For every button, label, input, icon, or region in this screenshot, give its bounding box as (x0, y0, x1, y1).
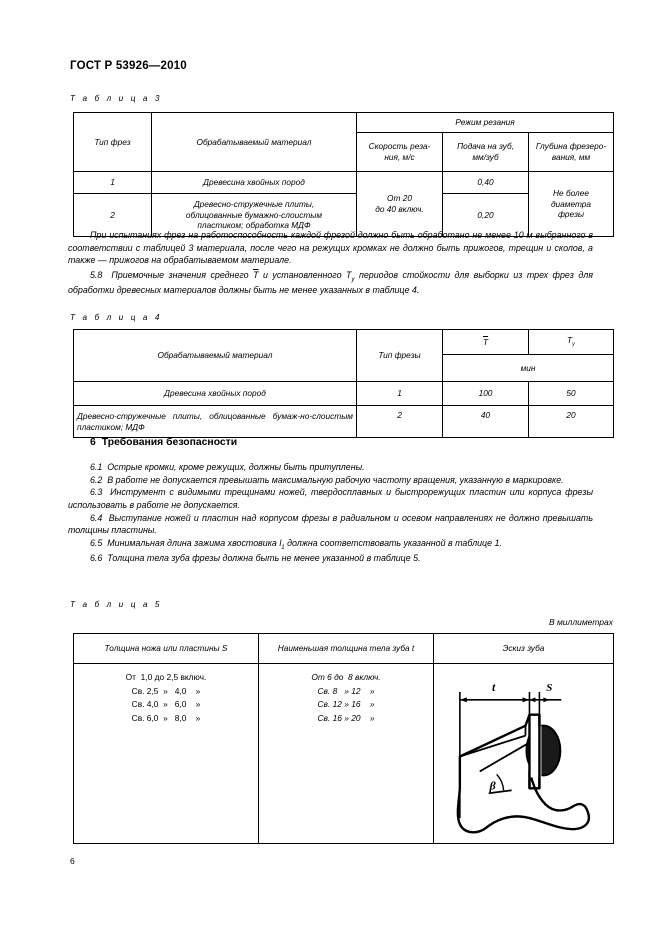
clause-6-5 (68, 537, 593, 552)
table3-header-depth: Глубина фрезеро- вания, мм (529, 133, 614, 172)
clause-6-2-number: 6.2 (90, 474, 103, 485)
symbol-l1: l (279, 537, 282, 548)
symbol-set-T-subscript: у (351, 276, 355, 283)
table4-cell-mean-T: 40 (443, 406, 529, 438)
sketch-beta-angle (480, 743, 530, 794)
table5-units-note-wrap (70, 617, 613, 627)
table5-col1-line: От 1,0 до 2,5 включ. (125, 672, 207, 682)
table3-cell-type: 2 (74, 194, 152, 237)
table3-cell-feed: 0,40 (443, 172, 529, 194)
table3-header-row-1 (74, 113, 614, 133)
clause-6-1 (68, 461, 593, 474)
clause-6-1-number: 6.1 (90, 462, 103, 472)
table3-row (74, 172, 614, 194)
sketch-insert-ellipse (526, 715, 560, 789)
table4-cell-type: 2 (357, 406, 443, 438)
table5-col2-line: Св. 12 » 16 » (317, 699, 375, 710)
clause-5-8-text-2: и установленного (258, 269, 347, 280)
symbol-set-T-subscript: у (572, 341, 575, 348)
table3-cell-material: Древесно-стружечные плиты, облицованные бумажно-слоистым пластиком; обработка МДФ (152, 194, 357, 237)
table3-cell-material: Древесина хвойных пород (152, 172, 357, 194)
table4-row (74, 382, 614, 406)
section-6-block (68, 437, 593, 565)
table4-header-units: мин (443, 355, 614, 382)
table5-container (73, 633, 613, 844)
table3-header-mode-group: Режим резания (357, 113, 614, 133)
table4-header-set-T (529, 330, 614, 355)
table5-units-note: В миллиметрах (548, 617, 613, 627)
table4-caption-wrap (70, 313, 613, 322)
table3 (73, 112, 614, 237)
table5-header-min-tooth-t: Наименьшая толщина тела зуба t (259, 634, 434, 664)
paragraph-block-after-table3 (68, 229, 593, 297)
para-test-requirements-text: При испытаниях фрез на работоспособность каждой фрезой должно быть обработано не менее 10 м выбранного в соответствии с таблицей 3 материала, после чего на режущих кромках не должно быть прижогов, трещин и сколов, а также — прижогов на обрабатываемом материале. (68, 230, 593, 266)
symbol-l1-subscript: 1 (281, 544, 285, 551)
table3-caption-wrap (70, 94, 613, 103)
table4 (73, 329, 614, 438)
sketch-label-s: S (546, 681, 553, 694)
clause-6-1-text: Острые кромки, кроме режущих, должны быть притуплены. (107, 462, 365, 472)
clause-6-4 (68, 512, 593, 537)
section-6-heading (90, 437, 593, 448)
table3-header-speed: Скорость реза- ния, м/с (357, 133, 443, 172)
clause-6-4-number: 6.4 (90, 512, 103, 523)
symbol-mean-T: $\overline{T}$ (253, 269, 259, 280)
clause-5-8 (68, 269, 593, 297)
clause-5-8-text-1: Приемочные значения среднего (111, 269, 254, 280)
table3-cell-speed: От 20 до 40 включ. (357, 172, 443, 237)
table5-col1-line: Св. 2,5 » 4,0 » (131, 685, 201, 696)
symbol-set-T: T (346, 269, 352, 280)
table4-cell-mean-T: 100 (443, 382, 529, 406)
clause-5-8-text-3: периодов стойкости для выборки из трех фрез для обработки древесных материалов должны быть не менее указанных в таблице 4. (68, 269, 593, 296)
sketch-label-t: t (492, 679, 496, 694)
document-standard-number: ГОСТ Р 53926—2010 (70, 60, 187, 72)
table5-header-sketch: Эскиз зуба (434, 634, 614, 664)
table5-cell-tooth-sketch (434, 664, 614, 844)
table3-header-feed: Подача на зуб, мм/зуб (443, 133, 529, 172)
table4-header-mean-T (443, 330, 529, 355)
table4-header-row-1 (74, 330, 614, 355)
table4-cell-set-T: 50 (529, 382, 614, 406)
table4-header-type: Тип фрезы (357, 330, 443, 382)
sketch-label-beta: β (489, 778, 496, 793)
symbol-mean-T: $\overline{T}$ (482, 336, 489, 347)
table5-cell-thickness-values (74, 664, 259, 844)
table5-caption: Т а б л и ц а 5 (70, 600, 163, 609)
table3-cell-type: 1 (74, 172, 152, 194)
section-6-title: Требования безопасности (101, 437, 238, 448)
table5-col1-line: Св. 4,0 » 6,0 » (131, 699, 201, 710)
table3-cell-depth: Не более диаметра фрезы (529, 172, 614, 237)
sketch-tooth-body-outline (458, 715, 589, 833)
table3-caption: Т а б л и ц а 3 (70, 94, 163, 103)
clause-6-6-number: 6.6 (90, 553, 103, 564)
para-test-requirements (68, 229, 593, 267)
table3-header-type: Тип фрез (74, 113, 152, 172)
table4-cell-material: Древесно-стружечные плиты, облицованные бумаж-но-слоистым пластиком; МДФ (74, 406, 357, 438)
table5-header-row (74, 634, 614, 664)
table5-col1-line: Св. 6,0 » 8,0 » (131, 712, 201, 723)
table5-header-thickness-s: Толщина ножа или пластины S (74, 634, 259, 664)
table5 (73, 633, 614, 844)
clause-6-5-number: 6.5 (90, 537, 103, 548)
table5-col2-line: Св. 8 » 12 » (317, 685, 375, 696)
table3-cell-feed: 0,20 (443, 194, 529, 237)
table5-data-row (74, 664, 614, 844)
clause-6-5-text-before: Минимальная длина зажима хвостовика (107, 537, 280, 548)
tooth-sketch-diagram (434, 669, 613, 838)
clause-6-6 (68, 552, 593, 565)
clause-6-3 (68, 486, 593, 511)
table3-container (73, 112, 613, 237)
clause-6-5-text-after: должна соответствовать указанной в таблице 1. (284, 537, 502, 548)
section-6-number: 6 (90, 437, 96, 448)
table4-cell-set-T: 20 (529, 406, 614, 438)
clause-6-4-text: Выступание ножей и пластин над корпусом фрезы в радиальном и осевом направлениях не должно превышать толщины пластины. (68, 512, 593, 536)
clause-5-8-number: 5.8 (90, 269, 103, 280)
table5-col2-line: Св. 16 » 20 » (317, 712, 375, 723)
table4-cell-material: Древесина хвойных пород (74, 382, 357, 406)
table4-cell-type: 1 (357, 382, 443, 406)
table3-header-material: Обрабатываемый материал (152, 113, 357, 172)
clause-6-6-text: Толщина тела зуба фрезы должна быть не менее указанной в таблице 5. (107, 553, 421, 564)
table4-row (74, 406, 614, 438)
table4-container (73, 329, 613, 438)
table5-col2-line: От 6 до 8 включ. (311, 672, 381, 682)
table5-caption-wrap (70, 600, 613, 609)
clause-6-3-number: 6.3 (90, 487, 103, 498)
clause-6-2-text: В работе не допускается превышать максимальную рабочую частоту вращения, указанную в маркировке. (107, 474, 564, 485)
clause-6-3-text: Инструмент с видимыми трещинами ножей, твердосплавных и быстрорежущих пластин или корпуса фрезы использовать в работе не допускается. (68, 487, 593, 510)
symbol-set-T: T (567, 335, 573, 346)
clause-6-2 (68, 474, 593, 487)
page-number: 6 (70, 856, 75, 866)
table4-header-material: Обрабатываемый материал (74, 330, 357, 382)
table4-caption: Т а б л и ц а 4 (70, 313, 163, 322)
table5-cell-tooth-values (259, 664, 434, 844)
